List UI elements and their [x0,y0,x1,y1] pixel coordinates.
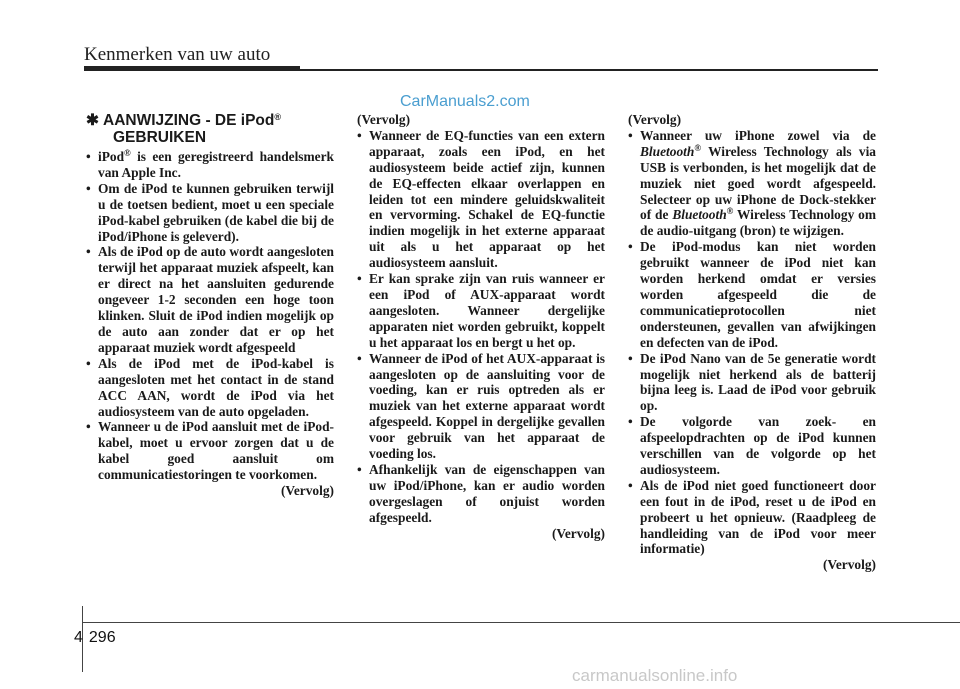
registered-mark: ® [274,112,281,122]
list-item: • Wanneer uw iPhone zowel via de Bluetooth® Wireless Technology als via USB is verbonden, is het mogelijk dat de muziek niet goed wordt afgespeeld. Selecteer op uw iPhone de Dock-stekker of de Bluetooth® Wireless Technology om de audio-uitgang (bron) te wijzigen. [628,128,876,239]
column-2 [357,112,605,541]
bullet-list-col3 [628,128,876,557]
note-heading-line2: GEBRUIKEN [113,129,207,146]
list-item: • Als de iPod met de iPod-kabel is aangesloten met het contact in de stand ACC AAN, wordt de iPod via het audiosysteem van de auto opgeladen. [86,356,334,420]
column-3 [628,112,876,573]
continued-top-label: (Vervolg) [628,112,682,127]
registered-mark: ® [694,142,702,153]
chapter-number: 4 [74,629,83,646]
page-number [74,629,116,647]
note-asterisk-icon: ✱ [86,112,99,129]
continued-label: (Vervolg) [280,483,334,499]
registered-mark: ® [124,148,131,158]
footer-rule [82,622,960,623]
list-item: • Als de iPod niet goed functioneert door een fout in de iPod, reset u de iPod en probeert u het opnieuw. (Raadpleeg de handleiding van de iPod voor meer informatie) [628,478,876,558]
list-item: • Er kan sprake zijn van ruis wanneer er een iPod of AUX-apparaat wordt aangesloten. Wanneer dergelijke apparaten niet worden gebruikt, koppelt u het apparaat los en bergt u het op. [357,271,605,351]
list-item: • Wanneer u de iPod aansluit met de iPod-kabel, moet u ervoor zorgen dat u de kabel goed aansluit om communicatiestoringen te voorkomen. [86,419,334,483]
watermark-bottom-link[interactable]: carmanualsonline.info [572,666,738,685]
list-item: • Afhankelijk van de eigenschappen van uw iPod/iPhone, kan er audio worden overgeslagen of onjuist worden afgespeeld. [357,462,605,526]
list-item: • iPod® is een geregistreerd handelsmerk van Apple Inc. [86,149,334,181]
continued-label: (Vervolg) [822,557,876,573]
list-item: • Wanneer de iPod of het AUX-apparaat is aangesloten op de aansluiting voor de voeding, kan er ruis optreden als er muziek van het externe apparaat wordt afgespeeld. Koppel in dergelijke gevallen voor gebruik van het apparaat de voeding los. [357,351,605,462]
note-heading [86,112,334,146]
watermark-top-link[interactable]: CarManuals2.com [400,93,530,110]
page-header-title: Kenmerken van uw auto [84,44,271,65]
registered-mark: ® [726,206,734,217]
continued-label: (Vervolg) [551,525,605,541]
column-1 [86,112,334,499]
header-rule-thin [300,69,878,71]
list-item: • Om de iPod te kunnen gebruiken terwijl u de toetsen bedient, moet u een speciale iPod-kabel gebruiken (de kabel die bij de iPod/iPhone is geleverd). [86,181,334,245]
list-item: • De volgorde van zoek- en afspeelopdrachten op de iPod kunnen verschillen van de volgorde op het audiosysteem. [628,414,876,478]
header-rule-thick [84,66,300,71]
page-number-value: 296 [88,629,116,646]
bullet-list-col2 [357,128,605,526]
note-heading-line1: AANWIJZING - DE iPod [103,112,275,129]
continued-top-label: (Vervolg) [357,112,411,127]
list-item: • Wanneer de EQ-functies van een extern apparaat, zoals een iPod, en het audiosysteem beide actief zijn, kunnen de EQ-effecten elkaar overlappen en leiden tot een mindere geluidskwaliteit en vervorming. Schakel de EQ-functie indien mogelijk in het externe apparaat uit als u het apparaat op het audiosysteem aansluit. [357,128,605,271]
list-item: • Als de iPod op de auto wordt aangesloten terwijl het apparaat muziek afspeelt, kan er direct na het aansluiten gedurende ongeveer 1-2 seconden een hoge toon klinken. Sluit de iPod indien mogelijk op de auto aan zonder dat er op het apparaat muziek wordt afgespeeld [86,244,334,355]
bullet-list-col1 [86,149,334,483]
list-item: • De iPod Nano van de 5e generatie wordt mogelijk niet herkend als de batterij bijna leeg is. Laad de iPod voor gebruik op. [628,351,876,415]
list-item: • De iPod-modus kan niet worden gebruikt wanneer de iPod niet kan worden herkend omdat er versies worden afgespeeld die de communicatieprotocollen niet ondersteunen, gevallen van afwijkingen en defecten van de iPod. [628,239,876,350]
